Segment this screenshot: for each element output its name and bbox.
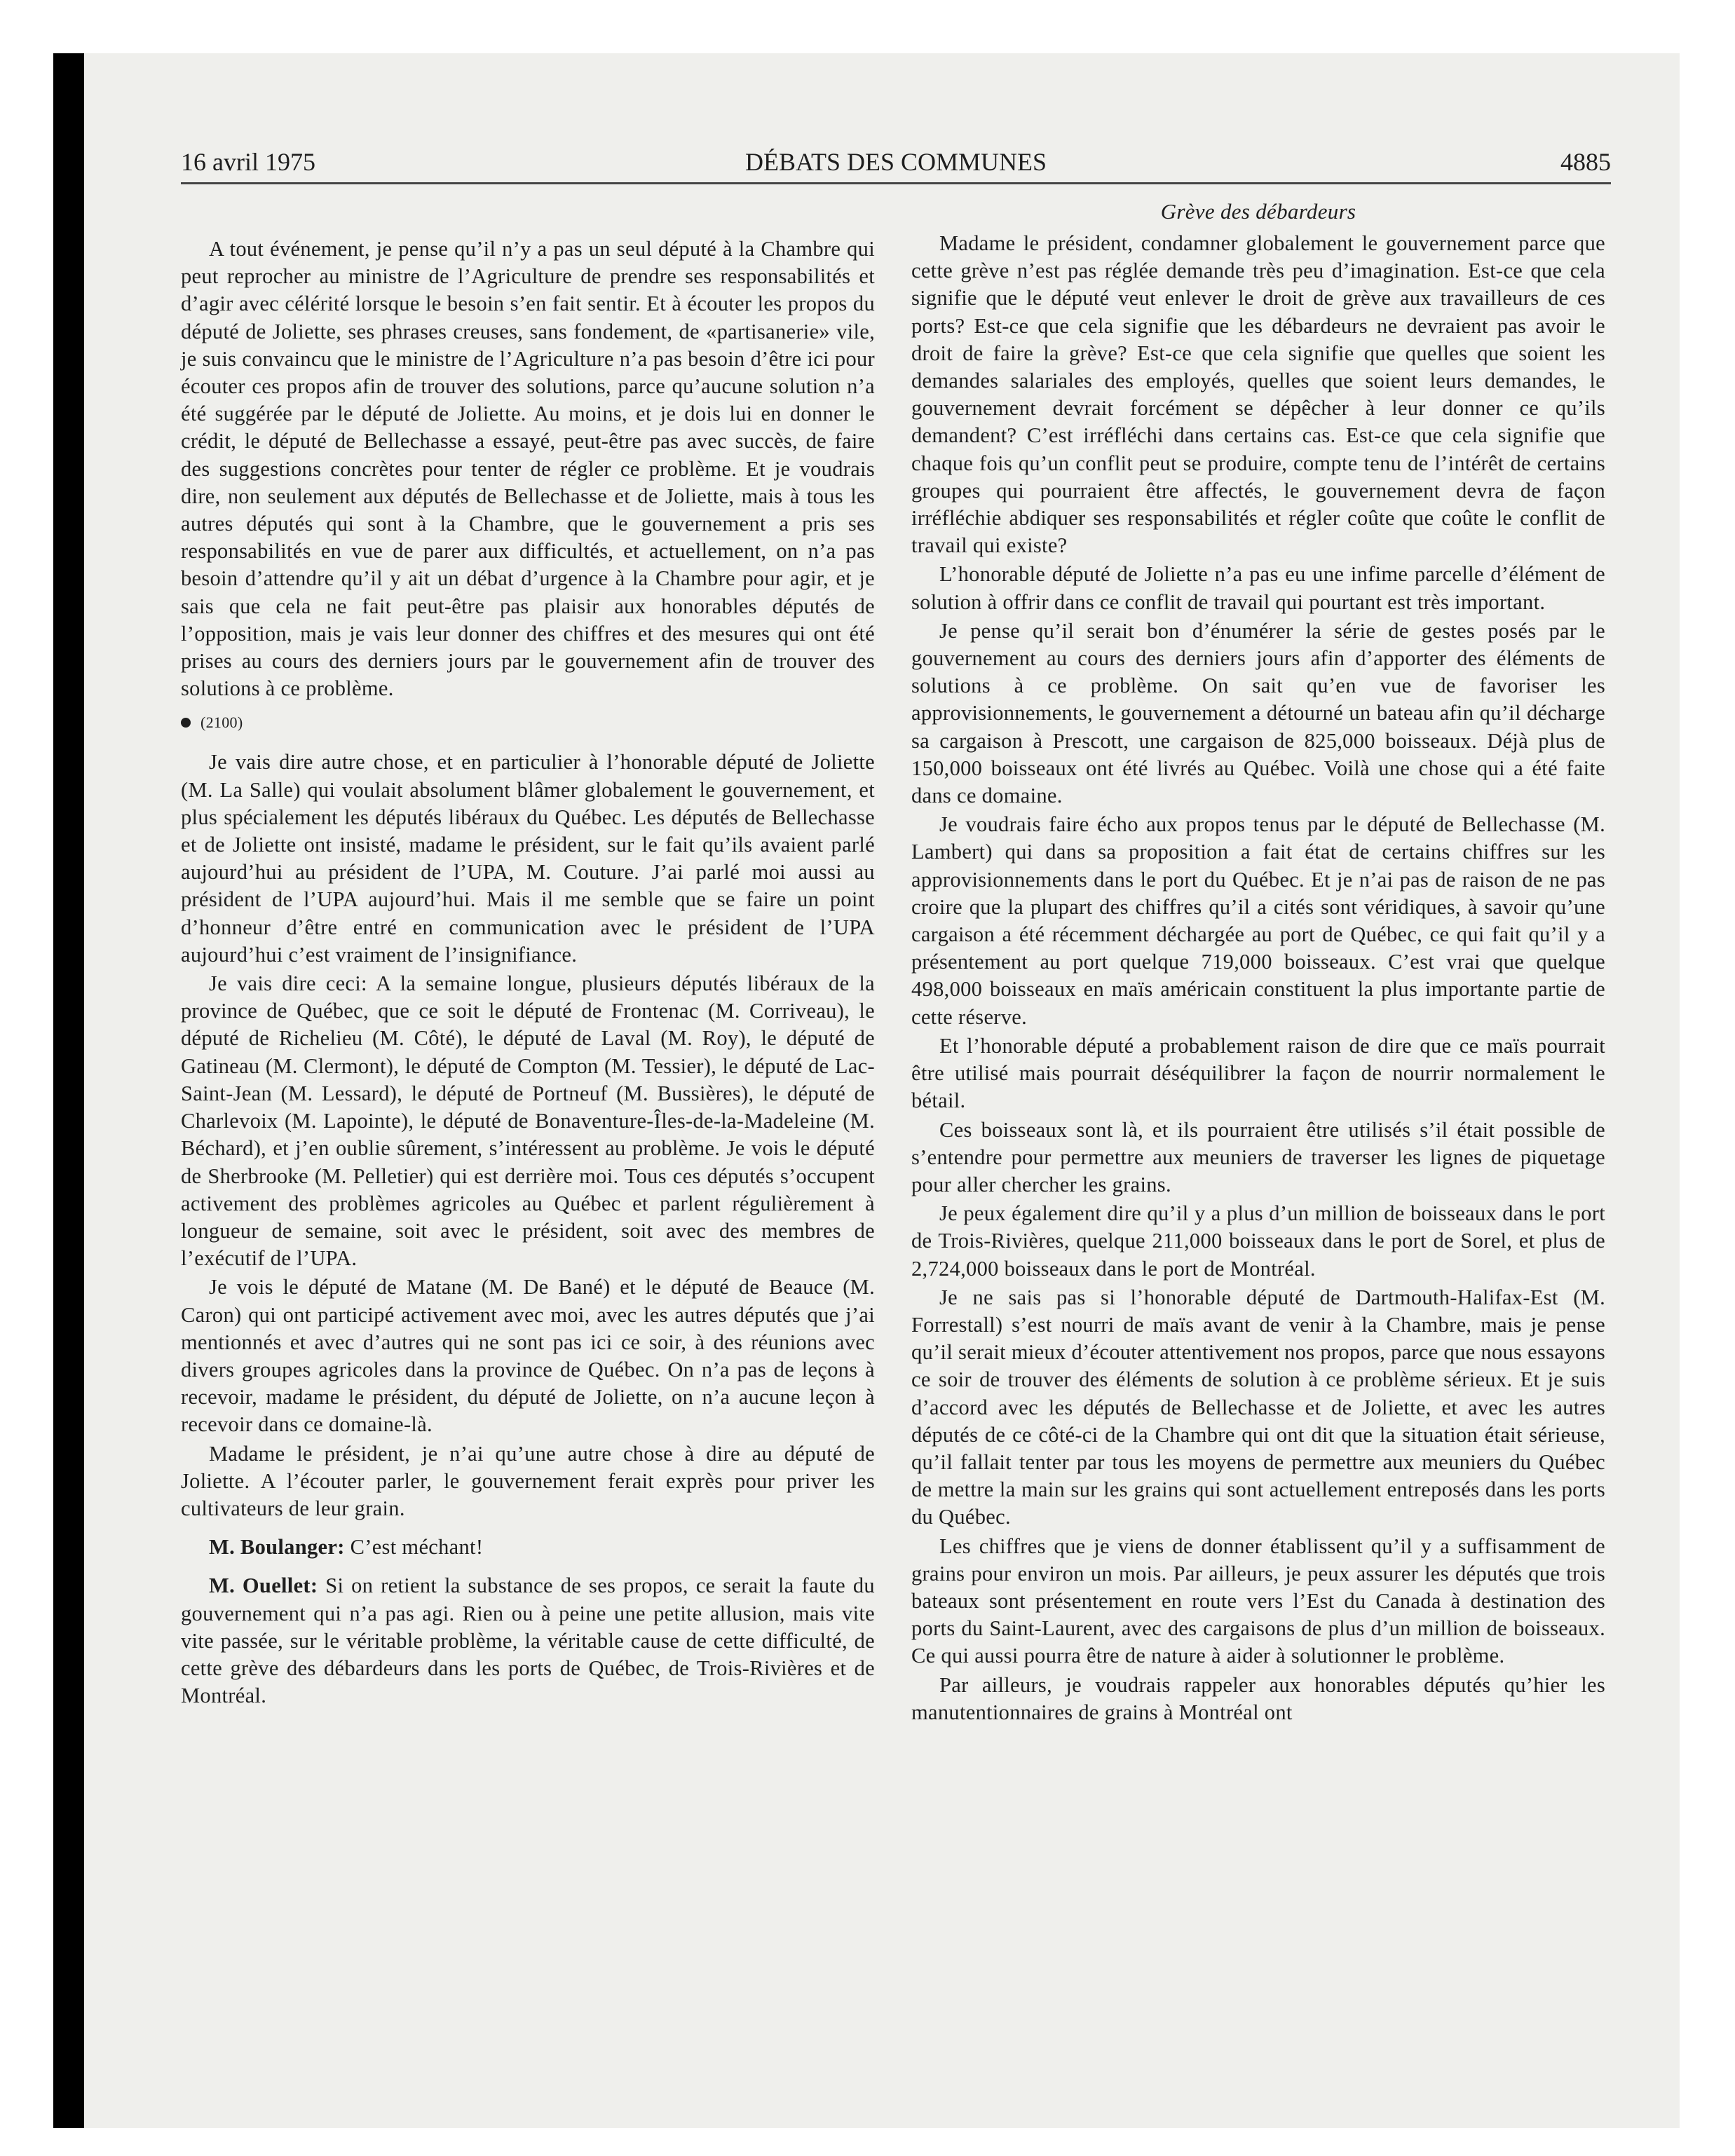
speaker-intervention bbox=[181, 1534, 875, 1561]
paragraph: Les chiffres que je viens de donner établissent qu’il y a suffisamment de grains pour environ un mois. Par ailleurs, je peux assurer les députés que trois bateaux sont présentement en route vers l’Est du Canada à destination des ports du Saint-Laurent, avec des cargaisons de plus d’un million de boisseaux. Ce qui aussi pourra être de nature à aider à solutionner le problème. bbox=[911, 1534, 1605, 1668]
speaker-text: Si on retient la substance de ses propos, ce serait la faute du gouvernement qui n’a pas agi. Rien ou à peine une petite allusion, mais vite vite passée, sur le véritable problème, la véritable cause de cette difficulté, de cette grève des débardeurs dans les ports de Québec, de Trois-Rivières et de Montréal. bbox=[181, 1574, 875, 1708]
time-marker-text: (2100) bbox=[200, 714, 243, 732]
paragraph: A tout événement, je pense qu’il n’y a pas un seul député à la Chambre qui peut reprocher au ministre de l’Agriculture de prendre ses responsabilités et d’agir avec célérité lorsque le besoin s’en fait sentir. Et à écouter les propos du député de Joliette, ses phrases creuses, sans fondement, de «partisanerie» vile, je suis convaincu que le ministre de l’Agriculture n’a pas besoin d’être ici pour écouter ces propos afin de trouver des solutions, parce qu’aucune solution n’a été suggérée par le député de Joliette. Au moins, et je dois lui en donner le crédit, le député de Bellechasse a essayé, peut-être pas avec succès, de faire des suggestions concrètes pour tenter de régler ce problème. Et je voudrais dire, non seulement aux députés de Bellechasse et de Joliette, mais à tous les autres députés qui sont à la Chambre, que le gouvernement a pris ses responsabilités en vue de parer aux difficultés, et actuellement, on n’a pas besoin d’attendre qu’il y ait un débat d’urgence à la Chambre pour agir, et je sais que cela ne fait peut-être pas plaisir aux honorables députés de l’opposition, mais je vais leur donner des chiffres et des mesures qui ont été prises au cours des derniers jours par le gouvernement afin de trouver des solutions à ce problème. bbox=[181, 237, 875, 701]
bullet-icon bbox=[181, 718, 191, 728]
speaker-text: C’est méchant! bbox=[350, 1535, 484, 1560]
paragraph: Je vais dire ceci: A la semaine longue, plusieurs députés libéraux de la province de Québec, que ce soit le député de Frontenac (M. Corriveau), le député de Richelieu (M. Côté), le député de Laval (M. Roy), le député de Gatineau (M. Clermont), le député de Compton (M. Tessier), le député de Lac-Saint-Jean (M. Lessard), le député de Portneuf (M. Bussières), le député de Charlevoix (M. Lapointe), le député de Bonaventure-Îles-de-la-Madeleine (M. Béchard), et j’en oublie sûrement, s’intéressent au problème. Je vois le député de Sherbrooke (M. Pelletier) qui est derrière moi. Tous ces députés s’occupent activement des problèmes agricoles au Québec et parlent régulièrement à longueur de semaine, soit avec le président, soit avec des membres de l’exécutif de l’UPA. bbox=[181, 971, 875, 1271]
running-header bbox=[181, 147, 1611, 184]
paragraph: Ces boisseaux sont là, et ils pourraient être utilisés s’il était possible de s’entendre pour permettre aux meuniers de traverser les lignes de piquetage pour aller chercher les grains. bbox=[911, 1117, 1605, 1196]
paragraph: Je pense qu’il serait bon d’énumérer la série de gestes posés par le gouvernement au cours des derniers jours afin d’apporter des éléments de solutions à ce problème. On sait qu’en vue de favoriser les approvisionnements, le gouvernement a détourné un bateau afin qu’il décharge sa cargaison à Prescott, une cargaison de 825,000 boisseaux. Déjà plus de 150,000 boisseaux ont été livrés au Québec. Voilà une chose qui a été faite dans ce domaine. bbox=[911, 618, 1605, 808]
speaker-intervention bbox=[181, 1572, 875, 1710]
paragraph: Je vois le député de Matane (M. De Bané) et le député de Beauce (M. Caron) qui ont participé activement avec moi, avec les autres députés que j’ai mentionnés et avec d’autres qui ne sont pas ici ce soir, à des réunions avec divers groupes agricoles dans la province de Québec. On n’a pas de leçons à recevoir, madame le président, du député de Joliette, on n’a aucune leçon à recevoir dans ce domaine-là. bbox=[181, 1275, 875, 1437]
paragraph: Je vais dire autre chose, et en particulier à l’honorable député de Joliette (M. La Salle) qui voulait absolument blâmer globalement le gouvernement, et plus spécialement les députés libéraux du Québec. Les députés de Bellechasse et de Joliette ont insisté, madame le président, sur le fait qu’ils avaient parlé aujourd’hui au président de l’UPA, M. Couture. J’ai parlé moi aussi au président de l’UPA aujourd’hui. Mais il me semble que se faire un point d’honneur d’être entré en communication avec le président de l’UPA aujourd’hui c’est vraiment de l’insignifiance. bbox=[181, 750, 875, 967]
header-rule bbox=[181, 182, 1611, 184]
speaker-name: M. Ouellet: bbox=[209, 1574, 318, 1598]
section-title: Grève des débardeurs bbox=[1160, 199, 1356, 224]
paragraph: Et l’honorable député a probablement raison de dire que ce maïs pourrait être utilisé mais pourrait déséquilibrer la façon de nourrir normalement le bétail. bbox=[911, 1033, 1605, 1113]
right-column bbox=[911, 198, 1605, 1726]
speaker-name: M. Boulanger: bbox=[209, 1535, 345, 1560]
paragraph: Madame le président, condamner globalement le gouvernement parce que cette grève n’est pas réglée demande très peu d’imagination. Est-ce que cela signifie que le député veut enlever le droit de grève aux travailleurs de ces ports? Est-ce que cela signifie que les débardeurs ne devraient pas avoir le droit de faire la grève? Est-ce que cela signifie que quelles que soient les demandes salariales des employés, quelles que soient leurs demandes, le gouvernement devrait forcément se dépêcher à leur donner ce qu’ils demandent? C’est irréfléchi dans certains cas. Est-ce que cela signifie que chaque fois qu’un conflit peut se produire, compte tenu de l’intérêt de certains groupes qui pourraient être affectés, le gouvernement devra de façon irréfléchie abdiquer ses responsabilités et régler coûte que coûte le conflit de travail qui existe? bbox=[911, 231, 1605, 558]
page-number: 4885 bbox=[1560, 148, 1611, 176]
paragraph: Je ne sais pas si l’honorable député de Dartmouth-Halifax-Est (M. Forrestall) s’est nourri de maïs avant de venir à la Chambre, mais je pense qu’il serait mieux d’écouter attentivement nos propos, parce que nous essayons ce soir de trouver des éléments de solution à ce problème sérieux. Et je suis d’accord avec les députés de Bellechasse et de Joliette, et avec les autres députés de ce côté-ci de la Chambre qui ont dit que la situation était sérieuse, qu’il fallait tenter par tous les moyens de permettre aux meuniers du Québec de mettre la main sur les grains qui sont actuellement entreposés dans les ports du Québec. bbox=[911, 1285, 1605, 1529]
paragraph: Je voudrais faire écho aux propos tenus par le député de Bellechasse (M. Lambert) qui dans sa proposition a fait état de certains chiffres sur les approvisionnements dans le port du Québec. Et je n’ai pas de raison de ne pas croire que la plupart des chiffres qu’il a cités sont véridiques, à savoir qu’une cargaison a été récemment déchargée au port de Québec, ce qui fait qu’il y a présentement au port quelque 719,000 boisseaux. C’est vrai que quelque 498,000 boisseaux en maïs américain constituent la plus importante partie de cette réserve. bbox=[911, 812, 1605, 1029]
time-marker bbox=[181, 712, 875, 733]
paragraph: Par ailleurs, je voudrais rappeler aux honorables députés qu’hier les manutentionnaires de grains à Montréal ont bbox=[911, 1672, 1605, 1724]
paragraph: Je peux également dire qu’il y a plus d’un million de boisseaux dans le port de Trois-Rivières, quelque 211,000 boisseaux dans le port de Sorel, et plus de 2,724,000 boisseaux dans le port de Montréal. bbox=[911, 1201, 1605, 1281]
scan-spine-shadow bbox=[53, 53, 84, 2128]
paragraph: L’honorable député de Joliette n’a pas eu une infime parcelle d’élément de solution à offrir dans ce conflit de travail qui pourtant est très important. bbox=[911, 562, 1605, 614]
header-date: 16 avril 1975 bbox=[181, 148, 315, 176]
publication-title: DÉBATS DES COMMUNES bbox=[744, 148, 1047, 176]
paragraph: Madame le président, je n’ai qu’une autre chose à dire au député de Joliette. A l’écouter parler, le gouvernement ferait exprès pour priver les cultivateurs de leur grain. bbox=[181, 1441, 875, 1520]
left-column bbox=[181, 236, 875, 1710]
